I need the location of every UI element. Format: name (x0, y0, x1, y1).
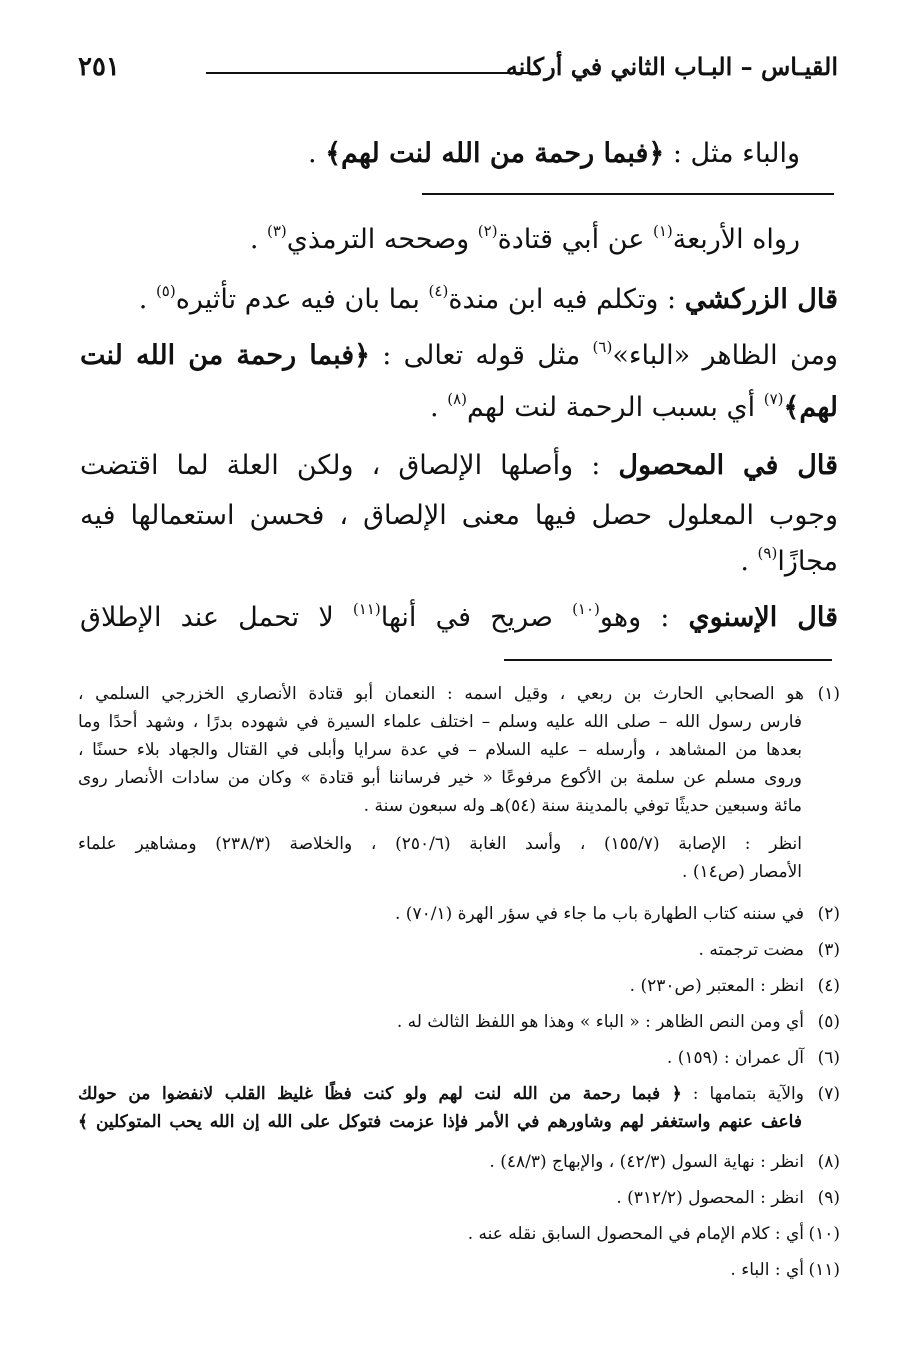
footnote-text: أي : كلام الإمام في المحصول السابق نقله عنه . (467, 1224, 804, 1244)
body-text: أي بسبب الرحمة لنت لهم (467, 392, 764, 423)
body-text: عن أبي قتادة (497, 224, 653, 255)
body-line-2 (80, 224, 800, 256)
footnote-ref: (١) (652, 222, 673, 240)
body-line-9 (80, 602, 838, 634)
footnote-number: (٨) (817, 1152, 840, 1172)
footnote-text: أي ومن النص الظاهر : « الباء » وهذا هو اللفظ الثالث له . (396, 1012, 804, 1032)
body-text: . (740, 546, 758, 577)
body-line-5 (80, 392, 838, 424)
footnote-number: (٣) (817, 940, 840, 960)
quran-quote: لهم﴾ (783, 392, 838, 423)
footnote-number: (٢) (817, 904, 840, 924)
body-text: رواه الأربعة (672, 224, 800, 255)
footnote-text: في سننه كتاب الطهارة باب ما جاء في سؤر الهرة (٧٠/١) . (395, 904, 804, 924)
body-text: لا تحمل عند الإطلاق (80, 602, 353, 633)
footnote-ref: (٩) (757, 544, 778, 562)
footnote-number: (٦) (817, 1048, 840, 1068)
scholar-name: قال في المحصول (618, 450, 838, 481)
quran-quote: فاعف عنهم واستغفر لهم وشاورهم في الأمر فإذا عزمت فتوكل على الله إن الله يحب المتوكلين ﴾ (78, 1112, 802, 1132)
footnote-text: هو الصحابي الحارث بن ربعي ، وقيل اسمه : النعمان أبو قتادة الأنصاري الخزرجي السلمي ، (78, 684, 804, 704)
footnote-1-line: بعدها من المشاهد ، وأرسله – عليه السلام – في عدة سرايا وأبلى في القتال والجهاد بلاء حسنًا ، (78, 740, 802, 760)
footnote-text: انظر : نهاية السول (٤٢/٣) ، والإبهاج (٤٨/٣) . (489, 1152, 804, 1172)
body-text: وصححه الترمذي (286, 224, 478, 255)
footnote-number: (٤) (817, 976, 840, 996)
body-text: . (249, 224, 267, 255)
body-line-7: وجوب المعلول حصل فيها معنى الإلصاق ، فحسن استعمالها فيه (80, 500, 838, 531)
footnote-ref: (٧) (763, 390, 784, 408)
footnote-ref: (٦) (592, 338, 613, 356)
body-text: مجازًا (777, 546, 838, 577)
footnote-1-line: مائة وسبعين حديثًا توفي بالمدينة سنة (٥٤)هـ وله سبعون سنة . (363, 796, 802, 816)
footnote-text: مضت ترجمته . (698, 940, 804, 960)
body-text: صريح في أنها (380, 602, 573, 633)
footnote-2 (78, 904, 840, 925)
body-text: . (138, 284, 156, 315)
header-rule (206, 72, 538, 74)
footnote-number: (٥) (817, 1012, 840, 1032)
body-text: ومن الظاهر «الباء» (612, 340, 839, 371)
footnote-text: والآية بتمامها : (681, 1084, 804, 1104)
scholar-name: قال الزركشي (684, 284, 838, 315)
body-line-1 (80, 138, 800, 170)
footnote-separator (504, 659, 832, 661)
footnote-8 (78, 1152, 840, 1173)
footnote-3 (78, 940, 840, 961)
body-text: : وهو (599, 602, 689, 633)
footnote-7-line (78, 1112, 802, 1133)
page-number: ٢٥١ (78, 52, 120, 82)
footnote-1-line: وروى مسلم عن سلمة بن الأكوع مرفوعًا « خير فرساننا أبو قتادة » وكان من سادات الأنصار روى (78, 768, 803, 788)
quran-quote: ﴿فبما رحمة من الله لنت (80, 340, 370, 371)
body-text: والباء مثل : (664, 138, 800, 169)
footnote-number: (٧) (817, 1084, 840, 1104)
footnote-1 (78, 684, 840, 705)
body-line-4 (80, 340, 838, 372)
footnote-text: آل عمران : (١٥٩) . (666, 1048, 804, 1068)
footnote-1-line: الأمصار (ص١٤) . (682, 862, 802, 882)
footnote-7 (78, 1084, 840, 1105)
body-line-8 (80, 546, 838, 578)
footnote-number: (١١) (808, 1260, 840, 1280)
footnote-11 (78, 1260, 840, 1281)
running-header (78, 52, 838, 92)
footnote-text: أي : الباء . (730, 1260, 804, 1280)
footnote-9 (78, 1188, 840, 1209)
body-text: : وتكلم فيه ابن مندة (448, 284, 685, 315)
footnote-number: (١) (817, 684, 840, 704)
body-text: . (430, 392, 448, 423)
body-text: . (308, 138, 326, 169)
footnote-1-line: فارس رسول الله – صلى الله عليه وسلم – اختلف علماء السيرة في شهوده بدرًا ، وشهد أحدًا وما (78, 712, 802, 732)
footnote-ref: (٨) (447, 390, 467, 408)
footnote-ref: (٣) (266, 222, 287, 240)
footnote-ref: (١٠) (572, 600, 600, 618)
quran-quote: ﴿ فبما رحمة من الله لنت لهم ولو كنت فظًا غليظ القلب لانفضوا من حولك (78, 1084, 682, 1104)
body-text: بما بان فيه عدم تأثيره (175, 284, 429, 315)
footnote-4 (78, 976, 840, 997)
body-line-6 (80, 450, 838, 482)
footnote-text: انظر : المعتبر (ص٢٣٠) . (629, 976, 804, 996)
running-header-title: القيـاس – البـاب الثاني في أركانه (505, 52, 838, 81)
footnote-10 (78, 1224, 840, 1245)
footnote-6 (78, 1048, 840, 1069)
section-rule (422, 193, 834, 195)
footnote-ref: (٥) (155, 282, 176, 300)
footnote-ref: (١١) (352, 600, 381, 618)
body-line-3 (80, 284, 838, 316)
body-text: مثل قوله تعالى : (369, 340, 593, 371)
footnote-ref: (٤) (428, 282, 449, 300)
footnote-number: (٩) (817, 1188, 840, 1208)
quran-quote: ﴿فبما رحمة من الله لنت لهم﴾ (325, 138, 665, 169)
footnote-5 (78, 1012, 840, 1033)
footnote-number: (١٠) (808, 1224, 840, 1244)
body-text: : وأصلها الإلصاق ، ولكن العلة لما اقتضت (80, 450, 619, 481)
footnote-text: انظر : المحصول (٣١٢/٢) . (616, 1188, 804, 1208)
scholar-name: قال الإسنوي (688, 602, 839, 633)
footnote-ref: (٢) (477, 222, 498, 240)
footnote-1-line: انظر : الإصابة (١٥٥/٧) ، وأسد الغابة (٢٥٠/٦) ، والخلاصة (٢٣٨/٣) ومشاهير علماء (78, 834, 802, 854)
